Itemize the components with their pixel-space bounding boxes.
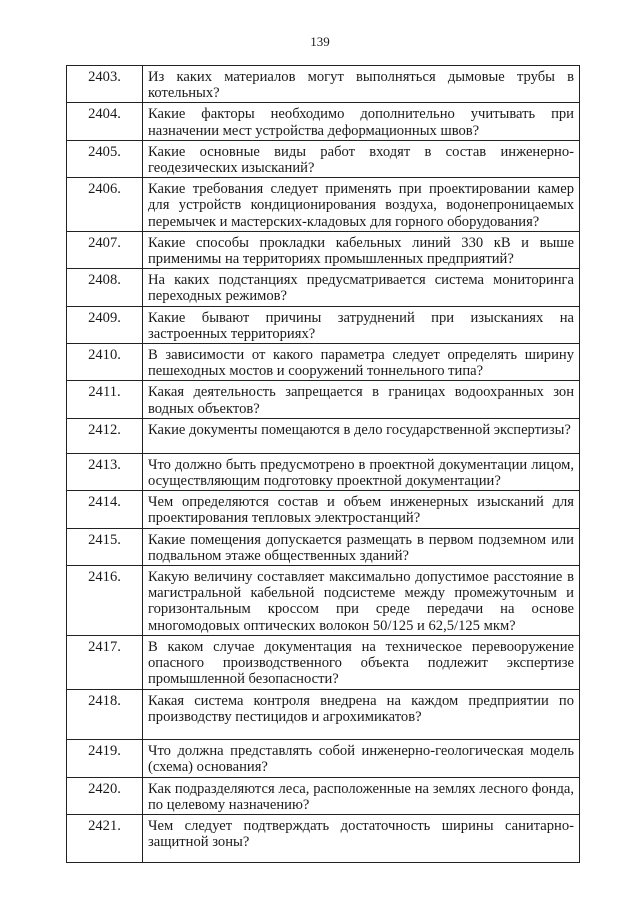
question-number: 2417. xyxy=(67,635,143,689)
question-text: Какая система контроля внедрена на каждом предприятии по производству пестицидов и агрохимикатов? xyxy=(148,692,574,725)
question-text-cell xyxy=(143,140,580,177)
question-number: 2410. xyxy=(67,344,143,381)
question-number: 2406. xyxy=(67,178,143,232)
question-text: Какую величину составляет максимально допустимое расстояние в магистральной кабельной подсистеме между промежуточным и горизонтальным кроссом при среде передачи на основе многомодовых оптических волокон 50/125 и 62,5/125 мкм? xyxy=(148,569,574,634)
question-text-cell xyxy=(143,777,580,814)
question-text: Какие факторы необходимо дополнительно учитывать при назначении мест устройства деформационных швов? xyxy=(148,106,574,139)
question-number: 2409. xyxy=(67,306,143,343)
table-row xyxy=(67,306,580,343)
question-number: 2403. xyxy=(67,66,143,103)
table-row xyxy=(67,344,580,381)
question-text-cell xyxy=(143,635,580,689)
question-number: 2404. xyxy=(67,103,143,140)
question-number: 2408. xyxy=(67,269,143,306)
table-row xyxy=(67,528,580,565)
question-text-cell xyxy=(143,306,580,343)
question-text-cell xyxy=(143,344,580,381)
question-text: В зависимости от какого параметра следует определять ширину пешеходных мостов и сооружений тоннельного типа? xyxy=(148,347,574,380)
table-row xyxy=(67,453,580,490)
question-text: Какие требования следует применять при проектировании камер для устройств кондиционирования воздуха, водонепроницаемых перемычек и мастерских-кладовых для горного оборудования? xyxy=(148,181,574,230)
question-text-cell xyxy=(143,566,580,636)
questions-table xyxy=(66,65,580,863)
question-text: На каких подстанциях предусматривается система мониторинга переходных режимов? xyxy=(148,272,574,305)
questions-table-body xyxy=(67,66,580,863)
question-text-cell xyxy=(143,269,580,306)
question-text-cell xyxy=(143,381,580,418)
question-text-cell xyxy=(143,66,580,103)
page-number: 139 xyxy=(310,34,330,49)
question-number: 2415. xyxy=(67,528,143,565)
question-text: Из каких материалов могут выполняться дымовые трубы в котельных? xyxy=(148,69,574,102)
question-text: Какие основные виды работ входят в состав инженерно-геодезических изысканий? xyxy=(148,143,574,177)
table-row xyxy=(67,491,580,528)
table-row xyxy=(67,739,580,777)
table-row xyxy=(67,814,580,862)
question-text: Как подразделяются леса, расположенные на землях лесного фонда, по целевому назначению? xyxy=(148,780,574,813)
question-text: Что должно быть предусмотрено в проектной документации лицом, осуществляющим подготовку проектной документации? xyxy=(148,456,574,490)
question-text-cell xyxy=(143,103,580,140)
table-row xyxy=(67,381,580,418)
question-text: Чем определяются состав и объем инженерных изысканий для проектирования тепловых электростанций? xyxy=(148,494,574,527)
table-row xyxy=(67,103,580,140)
question-number: 2412. xyxy=(67,418,143,453)
question-text-cell xyxy=(143,491,580,528)
table-row xyxy=(67,66,580,103)
question-text-cell xyxy=(143,528,580,565)
question-text-cell xyxy=(143,231,580,268)
question-text: Какие документы помещаются в дело государственной экспертизы? xyxy=(148,421,571,438)
question-number: 2421. xyxy=(67,814,143,862)
question-text: Какие способы прокладки кабельных линий 330 кВ и выше применимы на территориях промышленных предприятий? xyxy=(148,234,574,268)
question-number: 2419. xyxy=(67,739,143,777)
question-number: 2413. xyxy=(67,453,143,490)
table-row xyxy=(67,269,580,306)
table-row xyxy=(67,777,580,814)
question-text-cell xyxy=(143,739,580,777)
question-text-cell xyxy=(143,453,580,490)
question-number: 2416. xyxy=(67,566,143,636)
table-row xyxy=(67,178,580,232)
question-text: В каком случае документация на техническое перевооружение опасного производственного объекта подлежит экспертизе промышленной безопасности? xyxy=(148,638,574,688)
question-text-cell xyxy=(143,814,580,862)
question-number: 2411. xyxy=(67,381,143,418)
question-number: 2407. xyxy=(67,231,143,268)
question-text: Какие помещения допускается размещать в первом подземном или подвальном этаже общественных зданий? xyxy=(148,531,574,564)
question-number: 2405. xyxy=(67,140,143,177)
question-number: 2414. xyxy=(67,491,143,528)
table-row xyxy=(67,418,580,453)
question-number: 2420. xyxy=(67,777,143,814)
question-text: Какие бывают причины затруднений при изысканиях на застроенных территориях? xyxy=(148,309,574,342)
table-row xyxy=(67,689,580,739)
table-row xyxy=(67,140,580,177)
question-text-cell xyxy=(143,418,580,453)
question-text: Что должна представлять собой инженерно-геологическая модель (схема) основания? xyxy=(148,742,574,775)
question-text-cell xyxy=(143,689,580,739)
table-row xyxy=(67,566,580,636)
table-row xyxy=(67,231,580,268)
question-text-cell xyxy=(143,178,580,232)
question-text: Чем следует подтверждать достаточность ширины санитарно-защитной зоны? xyxy=(148,817,574,851)
question-text: Какая деятельность запрещается в границах водоохранных зон водных объектов? xyxy=(148,384,574,417)
table-row xyxy=(67,635,580,689)
question-number: 2418. xyxy=(67,689,143,739)
